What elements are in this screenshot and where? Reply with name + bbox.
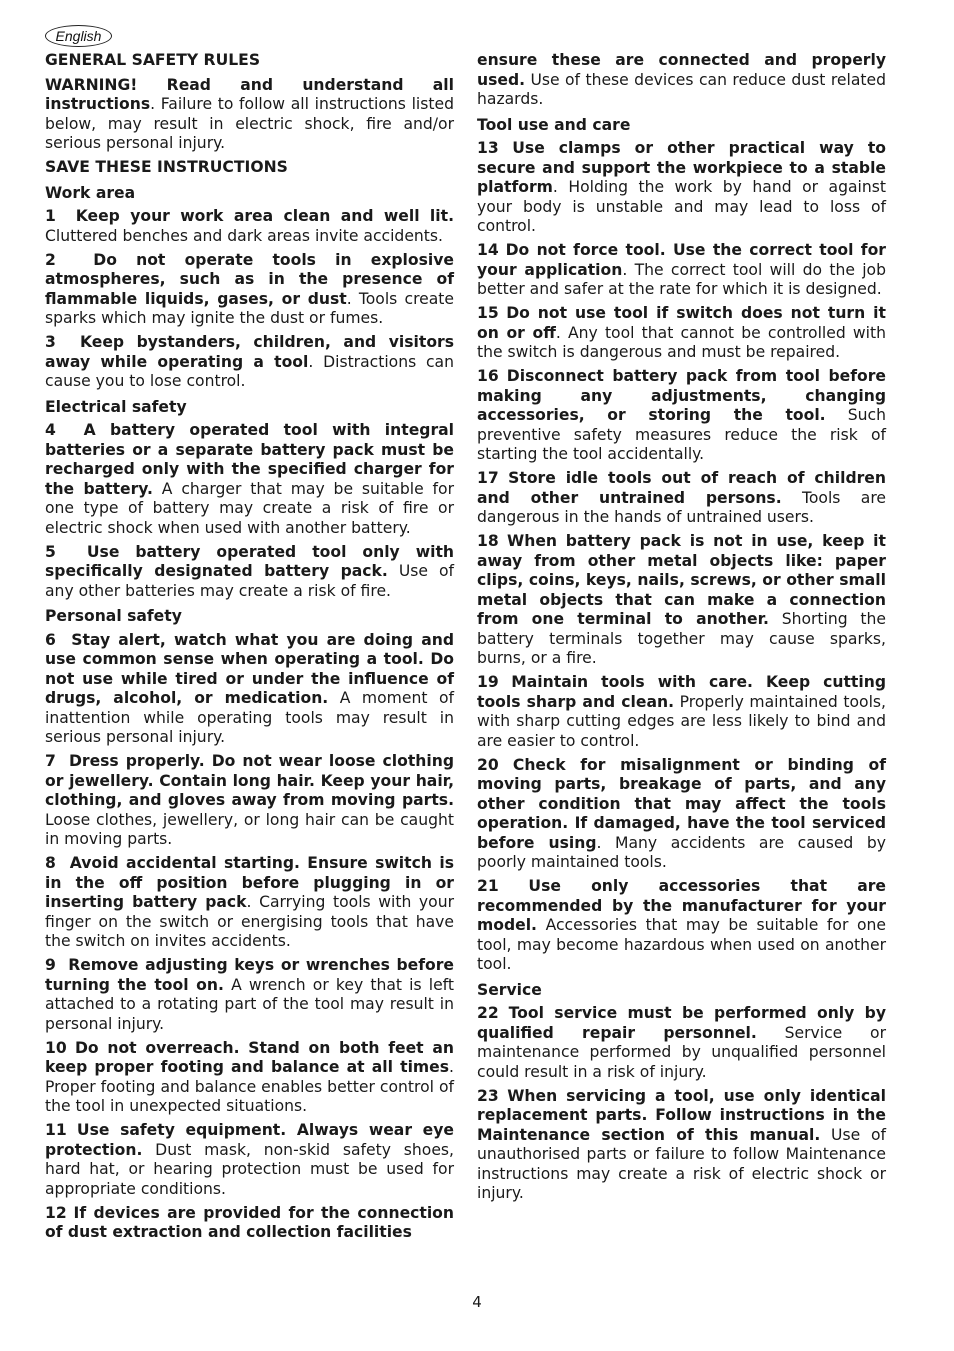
left-column: [45, 51, 454, 1247]
save-instructions-heading: SAVE THESE INSTRUCTIONS: [45, 158, 288, 176]
rule-text: Loose clothes, jewellery, or long hair can be caught in moving parts.: [45, 810, 454, 848]
rule-7: [45, 752, 454, 850]
rule-16: [477, 367, 886, 465]
right-column: [477, 51, 886, 1208]
warning-lead: WARNING! Read and understand all instructions: [45, 75, 454, 113]
rule-text: Use of unauthorised parts or failure to follow Maintenance instructions may create a risk of electric shock or injury.: [477, 1125, 886, 1202]
language-tag: English: [45, 25, 112, 47]
rule-text: . Proper footing and balance enables better control of the tool in unexpected situations.: [45, 1058, 454, 1115]
rule-text: Such preventive safety measures reduce the risk of starting the tool accidentally.: [477, 406, 886, 463]
rule-number: 18: [477, 532, 499, 550]
rule-lead: Avoid accidental starting. Ensure switch is in the off position before plugging in or inserting battery pack: [45, 854, 454, 911]
heading-personal-safety: Personal safety: [45, 607, 182, 625]
rule-lead: Store idle tools out of reach of children and other untrained persons.: [477, 469, 886, 507]
rule-3: [45, 333, 454, 392]
rule-number: 10: [45, 1038, 67, 1057]
page-number: 4: [472, 1293, 482, 1311]
rule-number: 2: [45, 250, 56, 269]
rule-20: [477, 756, 886, 873]
rule-text: . Many accidents are caused by poorly maintained tools.: [477, 833, 886, 871]
rule-text: . Distractions can cause you to lose control.: [45, 352, 455, 390]
rule-number: 16: [477, 367, 499, 385]
rule-lead: If devices are provided for the connection of dust extraction and collection facilities: [45, 1203, 454, 1241]
rule-lead: Stay alert, watch what you are doing and use common sense when operating a tool. Do not use while tired or under the influence of drugs, alcohol, or medication.: [45, 630, 454, 707]
rule-lead: Check for misalignment or binding of moving parts, breakage of parts, and any other condition that may affect the tools operation. If damaged, have the tool serviced before using: [477, 755, 886, 852]
rule-number: 6: [45, 630, 56, 649]
rule-lead: ensure these are connected and properly used.: [477, 51, 886, 89]
rule-11: [45, 1121, 454, 1199]
rule-5: [45, 543, 454, 602]
heading-work-area: Work area: [45, 183, 136, 202]
rule-number: 7: [45, 752, 56, 770]
heading-electrical-safety: Electrical safety: [45, 397, 187, 416]
rule-text: Use of any other batteries may create a risk of fire.: [45, 562, 455, 600]
rule-18: [477, 532, 886, 669]
warning-text: . Failure to follow all instructions listed below, may result in electric shock, fire and/or serious personal injury.: [45, 95, 454, 152]
rule-text: Use of these devices can reduce dust related hazards.: [477, 70, 886, 108]
rule-text: Dust mask, non-skid safety shoes, hard hat, or hearing protection must be used for appropriate conditions.: [45, 1140, 454, 1198]
rule-13: [477, 139, 886, 237]
rule-15: [477, 304, 886, 363]
rule-lead: Do not operate tools in explosive atmospheres, such as in the presence of flammable liquids, gases, or dust: [45, 250, 454, 308]
rule-23: [477, 1087, 886, 1204]
rule-number: 8: [45, 854, 56, 872]
warning-paragraph: [45, 76, 454, 154]
rule-text: . Tools create sparks which may ignite the dust or fumes.: [45, 289, 454, 327]
rule-number: 9: [45, 956, 56, 974]
rule-lead: Do not use tool if switch does not turn it on or off: [477, 304, 886, 342]
rule-17: [477, 469, 886, 528]
rule-lead: Disconnect battery pack from tool before making any adjustments, changing accessories, or storing the tool.: [477, 367, 886, 424]
rule-lead: A battery operated tool with integral batteries or a separate battery pack must be recharged only with the specified charger for the battery.: [45, 421, 454, 498]
rule-number: 3: [45, 333, 56, 351]
rule-text: A wrench or key that is left attached to a rotating part of the tool may result in personal injury.: [45, 975, 455, 1033]
rule-19: [477, 673, 886, 751]
rule-14: [477, 241, 886, 300]
rule-lead: Use only accessories that are recommended by the manufacturer for your model.: [477, 877, 886, 934]
rule-number: 21: [477, 877, 499, 895]
rule-12: [45, 1204, 454, 1243]
rule-number: 14: [477, 241, 499, 259]
rule-number: 1: [45, 207, 56, 225]
rule-lead: Keep your work area clean and well lit.: [75, 207, 454, 225]
rule-text: Shorting the battery terminals together may cause sparks, burns, or a fire.: [477, 610, 886, 667]
rule-text: . Holding the work by hand or against your body is unstable and may lead to loss of control.: [477, 178, 886, 235]
rule-10: [45, 1039, 454, 1117]
heading-service: Service: [477, 980, 542, 999]
rule-text: . The correct tool will do the job better and safer at the rate for which it is designed.: [477, 260, 886, 298]
rule-number: 19: [477, 673, 499, 691]
rule-number: 23: [477, 1086, 499, 1105]
rule-lead: Dress properly. Do not wear loose clothing or jewellery. Contain long hair. Keep your hair, clothing, and gloves away from moving parts.: [45, 752, 454, 809]
rule-text: A charger that may be suitable for one type of battery may create a risk of fire or electric shock when used with another battery.: [45, 479, 455, 537]
rule-number: 17: [477, 469, 499, 487]
rule-22: [477, 1004, 886, 1082]
rule-number: 13: [477, 139, 499, 157]
rule-12-continued: [477, 51, 886, 110]
section-title: GENERAL SAFETY RULES: [45, 51, 261, 69]
rule-lead: When servicing a tool, use only identical replacement parts. Follow instructions in the Maintenance section of this manual.: [477, 1086, 887, 1144]
rule-9: [45, 956, 454, 1034]
rule-lead: Do not overreach. Stand on both feet an keep proper footing and balance at all times: [45, 1038, 454, 1076]
rule-text: . Carrying tools with your finger on the switch or energising tools that have the switch on invites accidents.: [45, 893, 454, 950]
rule-21: [477, 877, 886, 975]
rule-lead: Maintain tools with care. Keep cutting tools sharp and clean.: [477, 673, 886, 711]
rule-lead: Do not force tool. Use the correct tool for your application: [477, 241, 886, 279]
rule-number: 11: [45, 1121, 67, 1139]
rule-lead: Remove adjusting keys or wrenches before turning the tool on.: [45, 956, 455, 994]
rule-2: [45, 251, 454, 329]
rule-number: 20: [477, 755, 499, 774]
rule-text: A moment of inattention while operating tools may result in serious personal injury.: [45, 689, 454, 746]
rule-lead: Keep bystanders, children, and visitors away while operating a tool: [45, 333, 454, 371]
rule-6: [45, 631, 454, 748]
rule-4: [45, 421, 454, 538]
rule-lead: Use safety equipment. Always wear eye protection.: [45, 1121, 454, 1159]
rule-lead: Use clamps or other practical way to secure and support the workpiece to a stable platform: [477, 139, 886, 196]
rule-number: 12: [45, 1203, 67, 1222]
rule-lead: When battery pack is not in use, keep it away from other metal objects like: paper clips, coins, keys, nails, screws, or other small metal objects that can make a connection from one terminal to another.: [477, 532, 886, 628]
heading-tool-use-and-care: Tool use and care: [477, 115, 631, 134]
rule-1: [45, 207, 454, 246]
rule-number: 15: [477, 304, 499, 322]
rule-lead: Tool service must be performed only by qualified repair personnel.: [477, 1004, 886, 1042]
rule-number: 22: [477, 1004, 499, 1022]
rule-text: Properly maintained tools, with sharp cutting edges are less likely to bind and are easier to control.: [477, 692, 886, 750]
rule-text: . Any tool that cannot be controlled with the switch is dangerous and must be repaired.: [477, 323, 886, 361]
rule-text: Service or maintenance performed by unqualified personnel could result in a risk of injury.: [477, 1023, 886, 1081]
rule-text: Accessories that may be suitable for one tool, may become hazardous when used on another tool.: [477, 916, 886, 973]
rule-8: [45, 854, 454, 952]
rule-lead: Use battery operated tool only with specifically designated battery pack.: [45, 542, 455, 580]
rule-text: Cluttered benches and dark areas invite accidents.: [45, 226, 443, 245]
rule-text: Tools are dangerous in the hands of untrained users.: [477, 488, 886, 526]
rule-number: 5: [45, 542, 56, 561]
rule-number: 4: [45, 421, 56, 439]
